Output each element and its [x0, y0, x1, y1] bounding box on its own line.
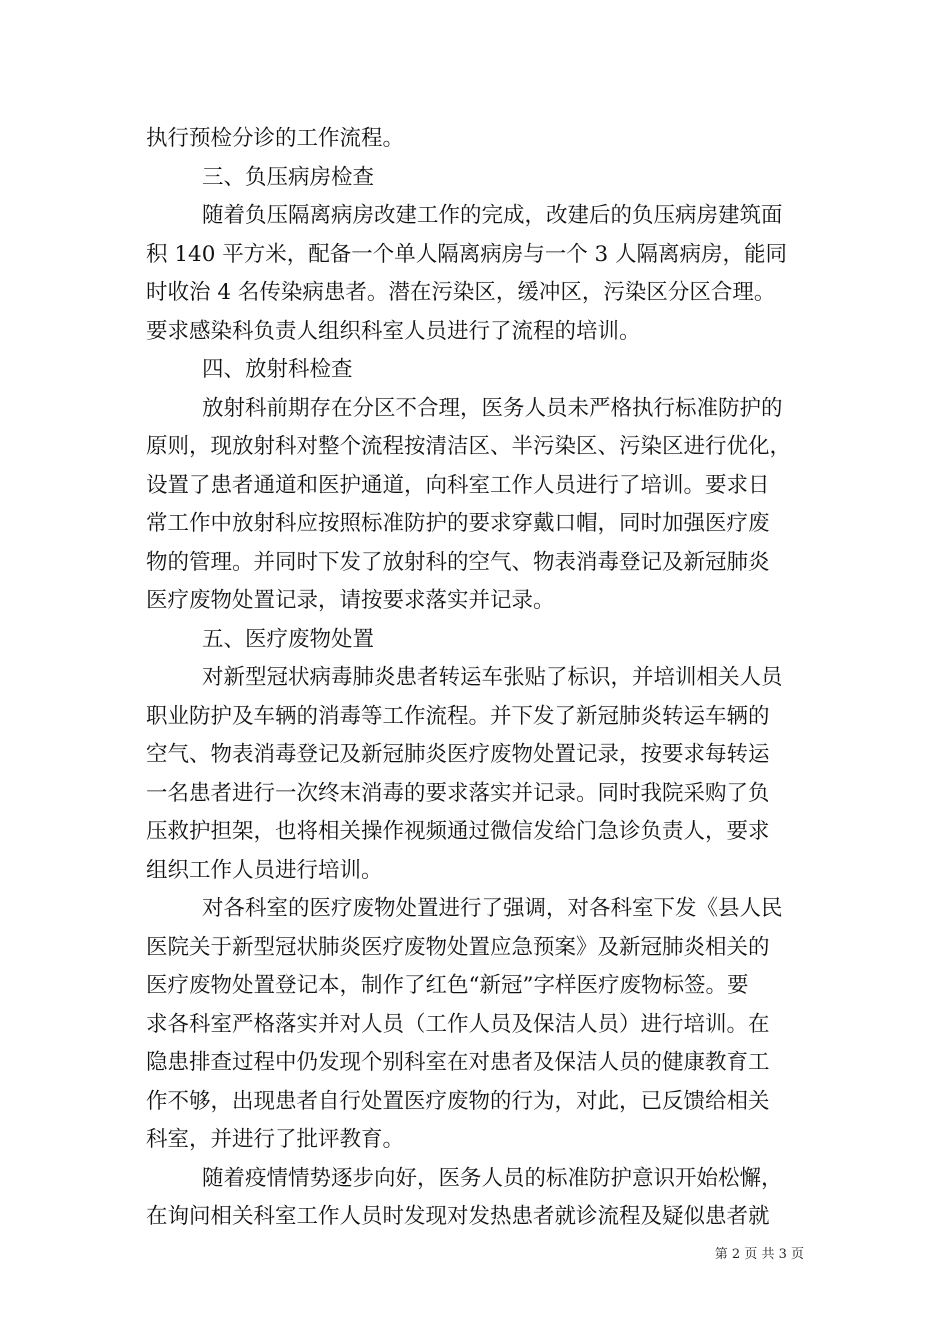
text-line: 医院关于新型冠状肺炎医疗废物处置应急预案》及新冠肺炎相关的 — [146, 934, 770, 960]
text-line: 要求感染科负责人组织科室人员进行了流程的培训。 — [146, 318, 641, 344]
text-line: 随着负压隔离病房改建工作的完成，改建后的负压病房建筑面 — [202, 203, 783, 228]
text-line: 隐患排查过程中仍发现个别科室在对患者及保洁人员的健康教育工 — [146, 1050, 770, 1075]
page-number: 第 2 页 共 3 页 — [714, 1247, 804, 1262]
text-line: 组织工作人员进行培训。 — [146, 857, 383, 883]
text-line: 原则，现放射科对整个流程按清洁区、半污染区、污染区进行优化， — [146, 434, 792, 459]
text-line: 三、负压病房检查 — [202, 164, 375, 190]
text-line: 作不够，出现患者自行处置医疗废物的行为，对此，已反馈给相关 — [146, 1088, 770, 1114]
document-body — [146, 120, 806, 1237]
text-line: 执行预检分诊的工作流程。 — [146, 126, 405, 151]
text-line: 五、医疗废物处置 — [202, 626, 375, 652]
text-line: 常工作中放射科应按照标准防护的要求穿戴口帽，同时加强医疗废 — [146, 511, 770, 536]
text-line: 医疗废物处置登记本，制作了红色“新冠”字样医疗废物标签。要 — [146, 973, 749, 998]
text-line: 积 140 平方米，配备一个单人隔离病房与一个 3 人隔离病房，能同 — [146, 241, 788, 267]
text-line: 求各科室严格落实并对人员（工作人员及保洁人员）进行培训。在 — [146, 1011, 770, 1037]
text-line: 随着疫情情势逐步向好，医务人员的标准防护意识开始松懈， — [202, 1165, 783, 1191]
text-line: 一名患者进行一次终末消毒的要求落实并记录。同时我院采购了负 — [146, 780, 770, 806]
text-line: 对新型冠状病毒肺炎患者转运车张贴了标识，并培训相关人员 — [202, 665, 783, 690]
text-line: 空气、物表消毒登记及新冠肺炎医疗废物处置记录，按要求每转运 — [146, 742, 770, 767]
text-line: 压救护担架，也将相关操作视频通过微信发给门急诊负责人，要求 — [146, 819, 770, 844]
text-line: 在询问相关科室工作人员时发现对发热患者就诊流程及疑似患者就 — [146, 1204, 770, 1229]
text-line: 设置了患者通道和医护通道，向科室工作人员进行了培训。要求日 — [146, 472, 770, 498]
text-line: 医疗废物处置记录，请按要求落实并记录。 — [146, 588, 555, 613]
text-line: 对各科室的医疗废物处置进行了强调，对各科室下发《县人民 — [202, 896, 783, 921]
text-line: 科室，并进行了批评教育。 — [146, 1127, 405, 1152]
text-line: 职业防护及车辆的消毒等工作流程。并下发了新冠肺炎转运车辆的 — [146, 703, 770, 729]
text-line: 时收治 4 名传染病患者。潜在污染区，缓冲区，污染区分区合理。 — [146, 280, 776, 305]
text-line: 放射科前期存在分区不合理，医务人员未严格执行标准防护的 — [202, 395, 783, 421]
text-line: 四、放射科检查 — [202, 357, 353, 382]
text-line: 物的管理。并同时下发了放射科的空气、物表消毒登记及新冠肺炎 — [146, 549, 770, 575]
